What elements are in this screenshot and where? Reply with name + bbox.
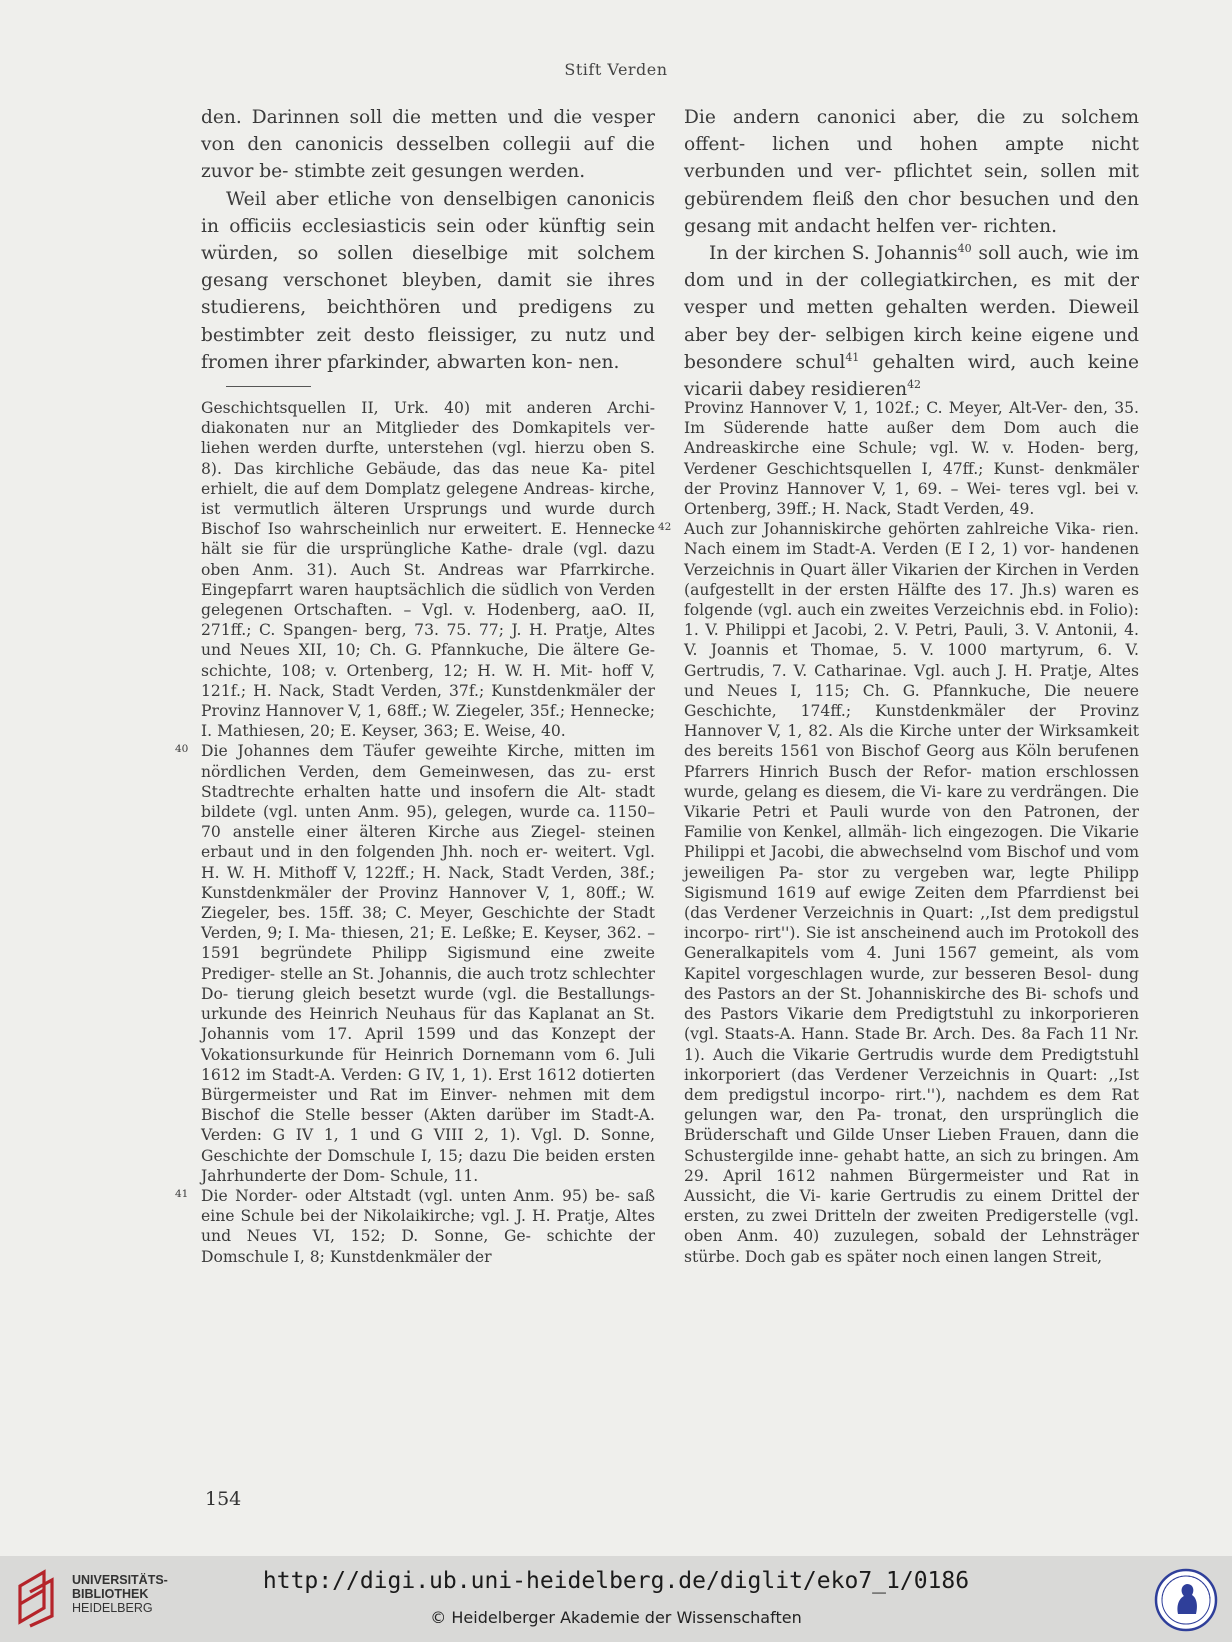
running-head: Stift Verden <box>564 60 668 79</box>
page-number: 154 <box>205 1488 242 1510</box>
footnote-number: 41 <box>175 1187 189 1200</box>
footnote-42 <box>658 519 1139 1267</box>
footnote-separator <box>226 386 311 387</box>
viewer-footer <box>0 1556 1232 1642</box>
main-paragraph <box>684 240 1139 403</box>
footnote-number: 42 <box>658 521 672 534</box>
footnote-text: Auch zur Johanniskirche gehörten zahlreiche Vika- rien. Nach einem im Stadt-A. Verden (E I 2, 1) vor- handenen Verzeichnis in Quart äller Vikarien der Kirchen in Verden (aufgestellt in der ersten Hälfte des 17. Jh.s) waren es folgende (vgl. auch ein zweites Verzeichnis ebd. in Folio): 1. V. Philippi et Jacobi, 2. V. Petri, Pauli, 3. V. Antonii, 4. V. Joannis et Thomae, 5. V. 1000 martyrum, 6. V. Gertrudis, 7. V. Catharinae. Vgl. auch J. H. Pratje, Altes und Neues I, 115; Ch. G. Pfannkuche, Die neuere Geschichte, 174ff.; Kunstdenkmäler der Provinz Hannover V, 1, 82. Als die Kirche unter der Wirksamkeit des bereits 1561 von Bischof Georg aus Köln berufenen Pfarrers Hinrich Busch der Refor- mation erschlossen wurde, gelang es diesem, die Vi- kare zu verdrängen. Die Vikarie Petri et Pauli wurde von den Patronen, der Familie von Kenkel, allmäh- lich eingezogen. Die Vikarie Philippi et Jacobi, die abwechselnd vom Bischof und vom jeweiligen Pa- stor zu vergeben war, legte Philipp Sigismund 1619 auf ewige Zeiten dem Pfarrdienst bei (das Verdener Verzeichnis in Quart: ,,Ist dem predigstul incorpo- rirt''). Sie ist anscheinend auch im Protokoll des Generalkapitels vom 4. Juni 1567 gemeint, als vom Kapitel vorgeschlagen wurde, zur besseren Besol- dung des Pastors an der St. Johanniskirche des Bi- schofs und des Pastors Vikarie dem Predigtstuhl zu inkorporieren (vgl. Staats-A. Hann. Stade Br. Arch. Des. 8a Fach 11 Nr. 1). Auch die Vikarie Gertrudis wurde dem Predigtstuhl inkorporiert (das Verdener Verzeichnis in Quart: ,,Ist dem predigstul incorpo- rirt.''), nachdem es dem Rat gelungen war, den Pa- tronat, den ursprünglich die Brüderschaft und Gilde Unser Lieben Frauen, dann die Schustergilde inne- gehabt hatte, an sich zu bringen. Am 29. April 1612 nahmen Bürgermeister und Rat in Aussicht, die Vi- karie Gertrudis zu einem Drittel der ersten, zu zwei Dritteln der zweiten Predigerstelle (vgl. oben Anm. 40) zuzulegen, sobald der Lehnsträger stürbe. Doch gab es später noch einen langen Streit, <box>684 520 1139 1266</box>
library-name-line: HEIDELBERG <box>72 1601 153 1615</box>
main-paragraph: Die andern canonici aber, die zu solchem offent- lichen und hohen ampte nicht verbunden und ver- pflichtet sein, sollen mit gebürendem fleiß den chor besuchen und den gesang mit andacht helfen ver- richten. <box>684 107 1139 237</box>
footnote-ref-41[interactable]: 41 <box>845 350 860 364</box>
footnote-number: 40 <box>175 743 189 756</box>
footnote-continuation: Geschichtsquellen II, Urk. 40) mit anderen Archi- diakonaten nur an Mitglieder des Domkapitels ver- liehen werden durfte, unterstehen (vgl. hierzu oben S. 8). Das kirchliche Gebäude, das das neue Ka- pitel erhielt, die auf dem Domplatz gelegene Andreas- kirche, ist vermutlich älteren Ursprungs und wurde durch Bischof Iso wahrscheinlich nur erweitert. E. Hennecke hält sie für die ursprüngliche Kathe- drale (vgl. dazu oben Anm. 31). Auch St. Andreas war Pfarrkirche. Eingepfarrt waren hauptsächlich die südlich von Verden gelegenen Ortschaften. – Vgl. v. Hodenberg, aaO. II, 271ff.; C. Spangen- berg, 73. 75. 77; J. H. Pratje, Altes und Neues XII, 10; Ch. G. Pfannkuche, Die ältere Ge- schichte, 108; v. Ortenberg, 12; H. W. H. Mit- hoff V, 121f.; H. Nack, Stadt Verden, 37f.; Kunstdenkmäler der Provinz Hannover V, 1, 68ff.; W. Ziegeler, 35f.; Hennecke; I. Mathiesen, 20; E. Keyser, 363; E. Weise, 40. <box>201 399 655 741</box>
footnotes-left-column <box>175 398 655 1267</box>
footnote-ref-40[interactable]: 40 <box>957 242 972 256</box>
footnote-continuation: Provinz Hannover V, 1, 102f.; C. Meyer, Alt-Ver- den, 35. Im Süderende hatte außer dem Dom auch die Andreaskirche eine Schule; vgl. W. v. Hoden- berg, Verdener Geschichtsquellen I, 47ff.; Kunst- denkmäler der Provinz Hannover V, 1, 69. – Wei- teres vgl. bei v. Ortenberg, 39ff.; H. Nack, Stadt Verden, 49. <box>684 399 1139 519</box>
library-name-line: UNIVERSITÄTS- <box>72 1573 168 1587</box>
footnote-text: Die Johannes dem Täufer geweihte Kirche, mitten im nördlichen Verden, dem Gemeinwesen, das zu- erst Stadtrechte erhalten hatte und insofern die Alt- stadt bildete (vgl. unten Anm. 95), gelegen, wurde ca. 1150–70 anstelle einer älteren Kirche aus Ziegel- steinen erbaut und in den folgenden Jhh. noch er- weitert. Vgl. H. W. H. Mithoff V, 122ff.; H. Nack, Stadt Verden, 38f.; Kunstdenkmäler der Provinz Hannover V, 1, 80ff.; W. Ziegeler, bes. 15ff. 38; C. Meyer, Geschichte der Stadt Verden, 9; I. Ma- thiesen, 21; E. Leßke; E. Keyser, 362. – 1591 begründete Philipp Sigismund eine zweite Prediger- stelle an St. Johannis, die auch trotz schlechter Do- tierung gleich besetzt wurde (vgl. die Bestallungs- urkunde des Heinrich Neuhaus für das Kaplanat an St. Johannis vom 17. April 1599 und das Konzept der Vokationsurkunde für Heinrich Dornemann vom 6. Juli 1612 im Stadt-A. Verden: G IV, 1, 1). Erst 1612 dotierten Bürgermeister und Rat im Einver- nehmen mit dem Bischof die Stelle besser (Akten darüber im Stadt-A. Verden: G IV 1, 1 und G VIII 2, 1). Vgl. D. Sonne, Geschichte der Domschule I, 15; dazu Die beiden ersten Jahrhunderte der Dom- Schule, 11. <box>201 742 655 1185</box>
text-run: gehalten wird, auch keine vicarii dabey residieren <box>684 351 1140 401</box>
footnote-41 <box>175 1186 655 1267</box>
copyright-notice: © Heidelberger Akademie der Wissenschaften <box>430 1608 802 1627</box>
permalink-url[interactable]: http://digi.ub.uni-heidelberg.de/diglit/eko7_1/0186 <box>262 1568 970 1594</box>
footnote-40 <box>175 741 655 1185</box>
text-run: soll auch, wie im dom und in der collegiatkirchen, es mit der vesper und metten gehalten werden. Dieweil aber bey der- selbigen kirch keine eigene und besondere schul <box>684 243 1139 373</box>
main-text-right-column <box>684 104 1139 403</box>
academy-seal-icon[interactable] <box>1154 1568 1218 1632</box>
main-paragraph: den. Darinnen soll die metten und die vesper von den canonicis desselben collegii auf die zuvor be- stimbte zeit gesungen werden. <box>201 107 655 183</box>
main-paragraph: Weil aber etliche von denselbigen canonicis in officiis ecclesiasticis sein oder künftig sein würden, so sollen dieselbige mit solchem gesang verschonet bleyben, damit sie ihres studierens, beichthören und predigens zu bestimbter zeit desto fleissiger, zu nutz und fromen ihrer pfarkinder, abwarten kon- nen. <box>201 188 655 373</box>
library-name-line: BIBLIOTHEK <box>72 1587 149 1601</box>
text-run: In der kirchen S. Johannis <box>709 243 958 265</box>
footnote-text: Die Norder- oder Altstadt (vgl. unten Anm. 95) be- saß eine Schule bei der Nikolaikirche; vgl. J. H. Pratje, Altes und Neues VI, 152; D. Sonne, Ge- schichte der Domschule I, 8; Kunstdenkmäler der <box>201 1186 655 1266</box>
footnotes-right-column <box>658 398 1139 1267</box>
footnote-ref-42[interactable]: 42 <box>907 378 922 392</box>
main-text-left-column <box>201 104 655 376</box>
